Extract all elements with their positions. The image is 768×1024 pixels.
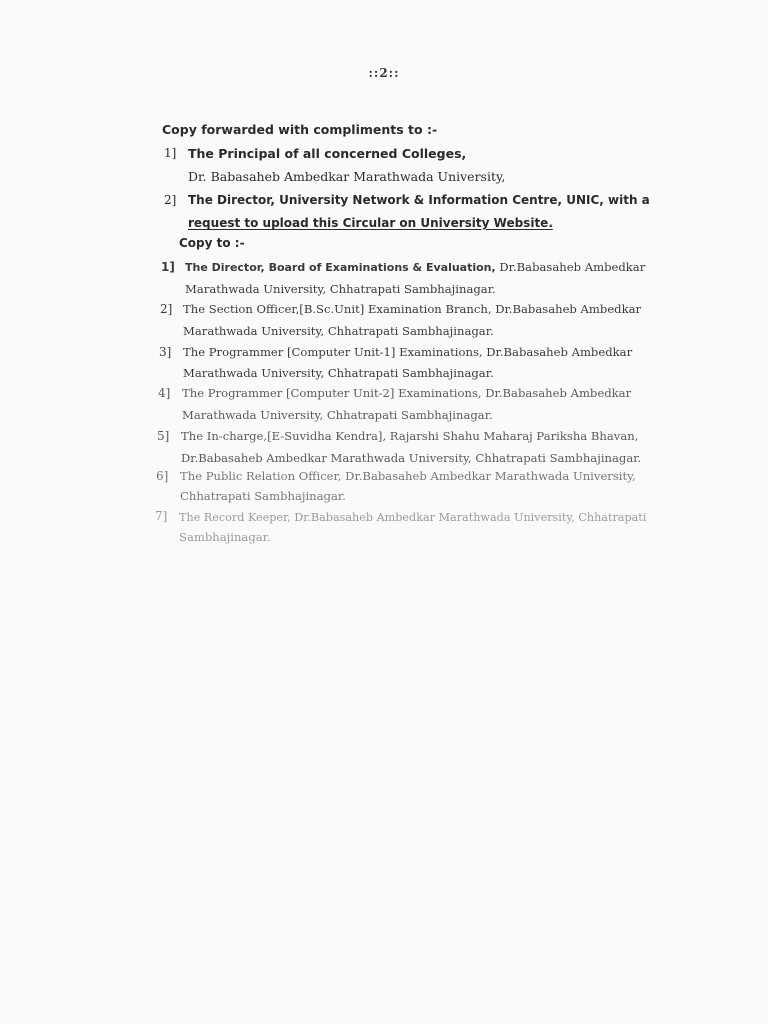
item-number: 4] xyxy=(158,386,171,400)
item-line xyxy=(185,260,645,274)
item-line: Dr.Babasaheb Ambedkar Marathwada University, Chhatrapati Sambhajinagar. xyxy=(181,451,642,465)
item-number: 7] xyxy=(155,509,168,523)
page-number: ::2:: xyxy=(368,66,400,80)
item-line-underlined: request to upload this Circular on University Website. xyxy=(188,216,553,230)
item-number: 2] xyxy=(160,302,173,316)
item-line: Dr. Babasaheb Ambedkar Marathwada University, xyxy=(188,169,506,184)
forwarded-heading: Copy forwarded with compliments to :- xyxy=(162,122,438,137)
item-line: The Principal of all concerned Colleges, xyxy=(188,146,467,161)
item-number: 1] xyxy=(161,260,175,274)
item-line: Marathwada University, Chhatrapati Sambhajinagar. xyxy=(183,366,494,380)
item-text: Dr.Babasaheb Ambedkar xyxy=(495,260,646,274)
item-line: Marathwada University, Chhatrapati Sambhajinagar. xyxy=(183,324,494,338)
item-number: 5] xyxy=(157,429,170,443)
item-bold-text: The Director, Board of Examinations & Evaluation, xyxy=(185,261,496,274)
item-line: Sambhajinagar. xyxy=(179,530,271,544)
item-number: 6] xyxy=(156,469,169,483)
item-line: Marathwada University, Chhatrapati Sambhajinagar. xyxy=(185,282,496,296)
item-number: 2] xyxy=(164,193,177,207)
item-line: The Programmer [Computer Unit-1] Examinations, Dr.Babasaheb Ambedkar xyxy=(183,345,633,359)
item-line: Marathwada University, Chhatrapati Sambhajinagar. xyxy=(182,408,493,422)
item-line: The Programmer [Computer Unit-2] Examinations, Dr.Babasaheb Ambedkar xyxy=(182,386,632,400)
item-line: The Public Relation Officer, Dr.Babasaheb Ambedkar Marathwada University, xyxy=(180,469,636,483)
item-line: The Section Officer,[B.Sc.Unit] Examination Branch, Dr.Babasaheb Ambedkar xyxy=(183,302,642,316)
item-line: The Record Keeper, Dr.Babasaheb Ambedkar Marathwada University, Chhatrapati xyxy=(179,511,647,524)
item-number: 1] xyxy=(164,146,177,160)
copy-to-label: Copy to :- xyxy=(179,236,245,250)
item-number: 3] xyxy=(159,345,172,359)
item-line: The In-charge,[E-Suvidha Kendra], Rajarshi Shahu Maharaj Pariksha Bhavan, xyxy=(181,429,639,443)
item-line: The Director, University Network & Information Centre, UNIC, with a xyxy=(188,193,650,207)
item-line: Chhatrapati Sambhajinagar. xyxy=(180,489,346,503)
